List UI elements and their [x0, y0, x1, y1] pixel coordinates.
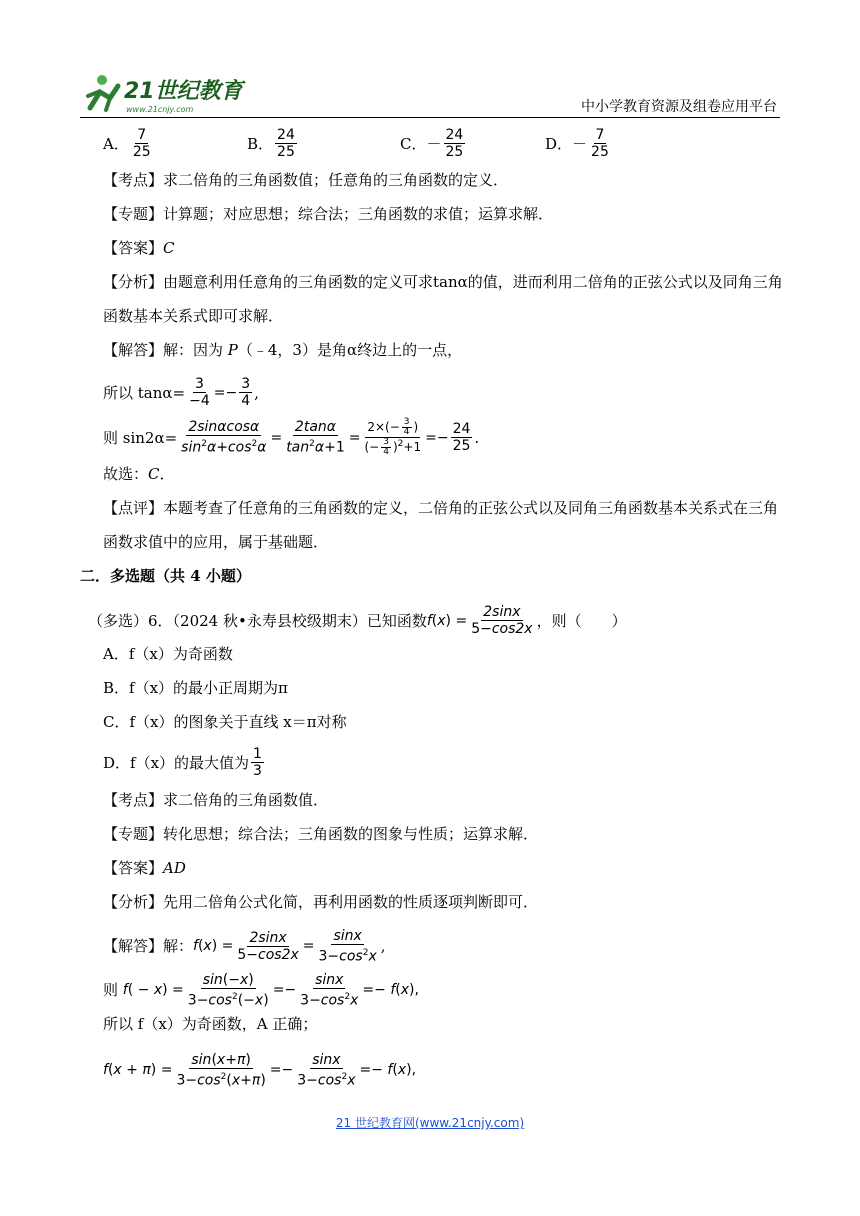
q6-answer: 【答案】AD [103, 859, 186, 877]
q6-zhuanti: 【专题】转化思想；综合法；三角函数的图象与性质；运算求解． [103, 825, 539, 843]
section-title-multiple-choice: 二．多选题（共 4 小题） [80, 567, 251, 585]
q5-fenxi-line1: 【分析】由题意利用任意角的三角函数的定义可求tanα的值，进而利用二倍角的正弦公式以及同角三角 [103, 273, 783, 291]
q5-choose: 故选：C． [103, 465, 175, 483]
header-divider [80, 117, 780, 118]
q6-stem: （多选）6．（2024 秋•永寿县校级期末）已知函数 f(x) = $\frac{2\sin x}{5-\cos 2x}$ ，则（ ） [88, 604, 627, 637]
q6-fenxi: 【分析】先用二倍角公式化简，再利用函数的性质逐项判断即可． [103, 893, 539, 911]
q5-zhuanti: 【专题】计算题；对应思想；综合法；三角函数的求值；运算求解． [103, 205, 554, 223]
q5-answer: 【答案】C [103, 239, 175, 257]
q6-jieda-line2: 则 f( − x) = $\frac{\sin(-x)}{3-\cos^2(-x)}$ =− $\frac{\sin x}{3-\cos^2x}$ =− f(x), [103, 972, 419, 1009]
q6-kaodian: 【考点】求二倍角的三角函数值． [103, 791, 329, 809]
q6-jieda-line4: f(x + π) = $\frac{\sin(x+\pi)}{3-\cos^2(x+\pi)}$ =− $\frac{\sin x}{3-\cos^2x}$ =− f(x), [103, 1052, 417, 1089]
q5-option-c: C． － $\frac{24}{25}$ [400, 127, 464, 160]
site-logo [80, 68, 255, 116]
q6-jieda-line3: 所以 f（x）为奇函数，A 正确； [103, 1015, 318, 1033]
q5-kaodian: 【考点】求二倍角的三角函数值；任意角的三角函数的定义． [103, 171, 509, 189]
q6-option-b: B．f（x）的最小正周期为π [103, 679, 288, 697]
q5-dianping-line2: 函数求值中的应用，属于基础题． [103, 533, 329, 551]
q6-option-c: C．f（x）的图象关于直线 x＝π对称 [103, 713, 347, 731]
q5-sin2a-line: 则 sin2α= $\frac{2\sin\alpha\cos\alpha}{\sin^2\alpha+\cos^2\alpha}$ = $\frac{2\tan\alpha}{\tan^2\alpha+1}$ = 2×(− $\frac{3}{4}$ ) (− $\frac{3}{4}$ )$^2$+1 =− $\frac{24}{25}$ . [103, 417, 480, 457]
q5-option-b: B． $\frac{24}{25}$ [247, 127, 295, 160]
footer-link[interactable]: 21 世纪教育网(www.21cnjy.com) [335, 1116, 525, 1130]
q5-option-d: D． － $\frac{7}{25}$ [545, 127, 609, 160]
svg-text:www.21cnjy.com: www.21cnjy.com [126, 105, 194, 114]
q5-option-a: A． $\frac{7}{25}$ [103, 127, 151, 160]
q6-jieda-line1: 【解答】解： f(x) = $\frac{2\sin x}{5-\cos 2x}$ = $\frac{\sin x}{3-\cos^2x}$ , [103, 928, 386, 965]
q5-dianping-line1: 【点评】本题考查了任意角的三角函数的定义，二倍角的正弦公式以及同角三角函数基本关系式在三角 [103, 499, 779, 517]
header-platform-text: 中小学教育资源及组卷应用平台 [581, 99, 777, 115]
q5-fenxi-line2: 函数基本关系式即可求解． [103, 307, 284, 325]
q6-option-a: A．f（x）为奇函数 [103, 645, 233, 663]
svg-text:21世纪教育: 21世纪教育 [124, 79, 243, 104]
q5-tan-line: 所以 tanα= $\frac{3}{-4}$ =− $\frac{3}{4}$ , [103, 376, 259, 409]
q6-option-d: D．f（x）的最大值为 $\frac{1}{3}$ [103, 746, 262, 779]
q5-jieda: 【解答】解：因为 P（﹣4，3）是角α终边上的一点， [103, 341, 463, 359]
